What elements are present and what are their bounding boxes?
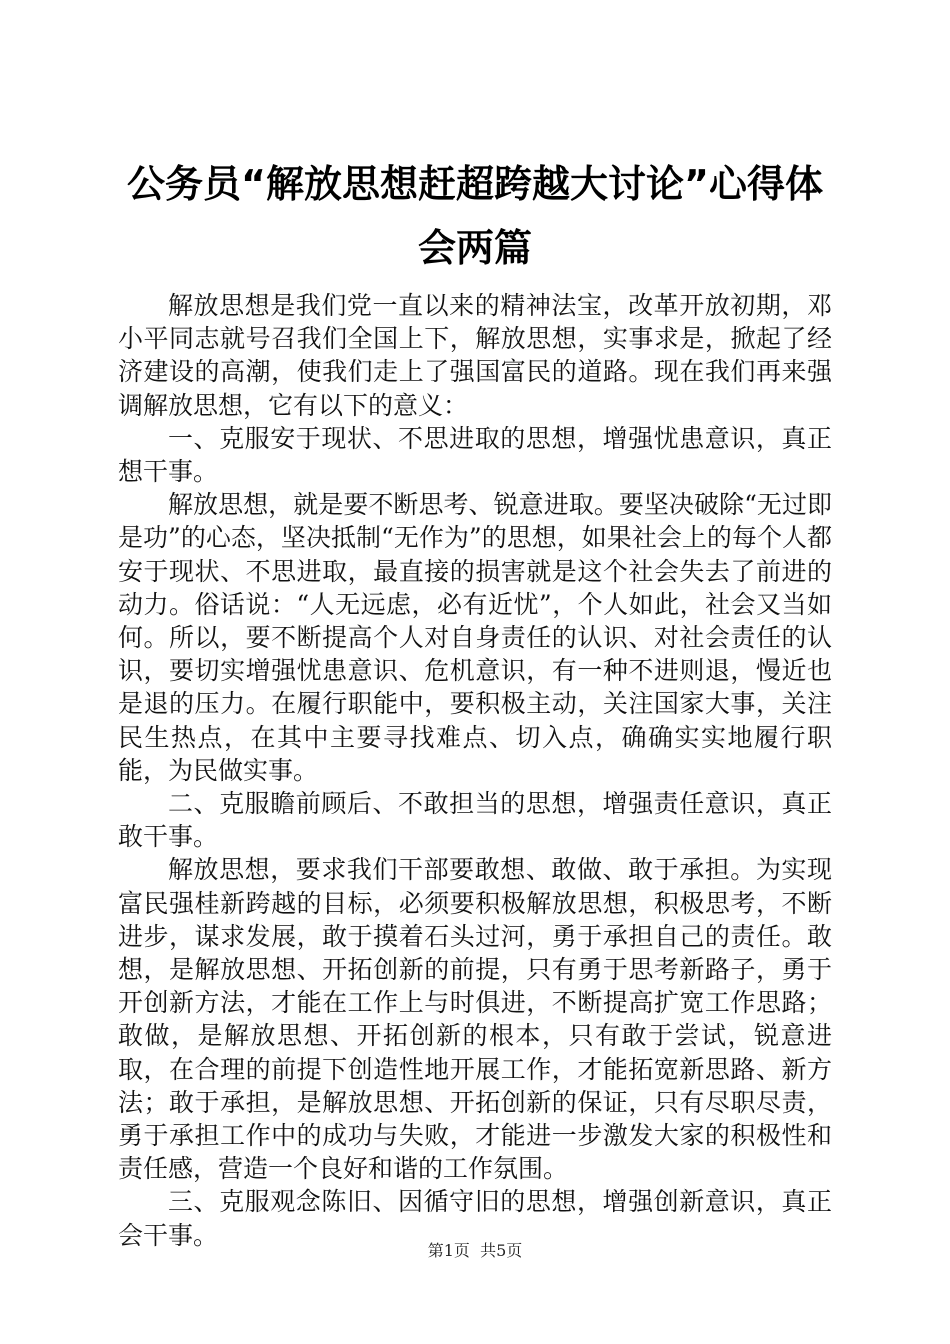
section-heading-three: 三、克服观念陈旧、因循守旧的思想，增强创新意识，真正会干事。 [118,1187,832,1250]
section-heading-two: 二、克服瞻前顾后、不敢担当的思想，增强责任意识，真正敢干事。 [118,789,832,852]
document-body [118,289,832,1252]
footer-spacer [470,1241,480,1260]
paragraph-section-two: 解放思想，要求我们干部要敢想、敢做、敢于承担。为实现富民强桂新跨越的目标，必须要积极解放思想，积极思考，不断进步，谋求发展，敢于摸着石头过河，勇于承担自己的责任。敢想，是解放思想、开拓创新的前提，只有勇于思考新路子，勇于开创新方法，才能在工作上与时俱进，不断提高扩宽工作思路；敢做，是解放思想、开拓创新的根本，只有敢于尝试，锐意进取，在合理的前提下创造性地开展工作，才能拓宽新思路、新方法；敢于承担，是解放思想、开拓创新的保证，只有尽职尽责，勇于承担工作中的成功与失败，才能进一步激发大家的积极性和责任感，营造一个良好和谐的工作氛围。 [118,855,832,1184]
page-number: 第1页 [427,1241,470,1260]
page-footer [0,1240,950,1262]
paragraph-intro: 解放思想是我们党一直以来的精神法宝，改革开放初期，邓小平同志就号召我们全国上下，解放思想，实事求是，掀起了经济建设的高潮，使我们走上了强国富民的道路。现在我们再来强调解放思想，它有以下的意义： [118,291,832,420]
section-heading-one: 一、克服安于现状、不思进取的思想，增强忧患意识，真正想干事。 [118,423,832,487]
page-total: 共5页 [480,1241,523,1260]
paragraph-section-one: 解放思想，就是要不断思考、锐意进取。要坚决破除“无过即是功”的心态，坚决抵制“无作为”的思想，如果社会上的每个人都安于现状、不思进取，最直接的损害就是这个社会失去了前进的动力。俗话说：“人无远虑，必有近忧”，个人如此，社会又当如何。所以，要不断提高个人对自身责任的认识、对社会责任的认识，要切实增强忧患意识、危机意识，有一种不进则退，慢近也是退的压力。在履行职能中，要积极主动，关注国家大事，关注民生热点，在其中主要寻找难点、切入点，确确实实地履行职能，为民做实事。 [118,490,832,785]
document-title: 公务员“解放思想赶超跨越大讨论”心得体会两篇 [127,162,823,270]
